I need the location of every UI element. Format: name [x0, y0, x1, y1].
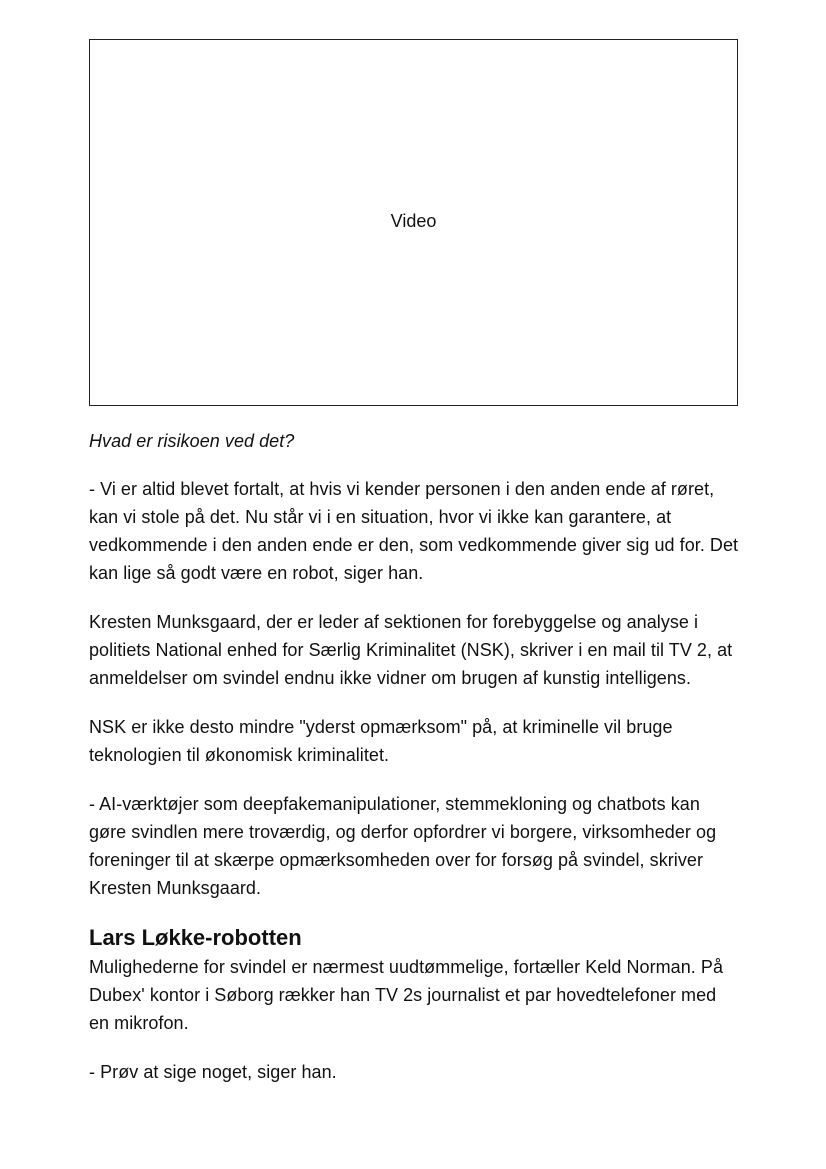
article-paragraph-4: - AI-værktøjer som deepfakemanipulationer, stemmekloning og chatbots kan gøre svindlen mere troværdig, og derfor opfordrer vi borgere, virksomheder og foreninger til at skærpe opmærksomheden over for forsøg på svindel, skriver Kresten Munksgaard.	[89, 794, 717, 898]
article-paragraph-1: - Vi er altid blevet fortalt, at hvis vi kender personen i den anden ende af røret, kan vi stole på det. Nu står vi i en situation, hvor vi ikke kan garantere, at vedkommende i den anden ende er den, som vedkommende giver sig ud for. Det kan lige så godt være en robot, siger han.	[89, 479, 739, 583]
article-page	[89, 39, 739, 1086]
article-paragraph-6: - Prøv at sige noget, siger han.	[89, 1062, 337, 1082]
video-label: Video	[390, 211, 437, 231]
article-question: Hvad er risikoen ved det?	[89, 431, 295, 451]
section-heading: Lars Løkke-robotten	[89, 925, 302, 950]
video-player[interactable]	[89, 39, 738, 406]
article-paragraph-5: Mulighederne for svindel er nærmest uudtømmelige, fortæller Keld Norman. På Dubex' kontor i Søborg rækker han TV 2s journalist et par hovedtelefoner med en mikrofon.	[89, 957, 724, 1033]
article-paragraph-3: NSK er ikke desto mindre "yderst opmærksom" på, at kriminelle vil bruge teknologien til økonomisk kriminalitet.	[89, 717, 673, 765]
article-paragraph-2: Kresten Munksgaard, der er leder af sektionen for forebyggelse og analyse i politiets National enhed for Særlig Kriminalitet (NSK), skriver i en mail til TV 2, at anmeldelser om svindel endnu ikke vidner om brugen af kunstig intelligens.	[89, 612, 733, 688]
